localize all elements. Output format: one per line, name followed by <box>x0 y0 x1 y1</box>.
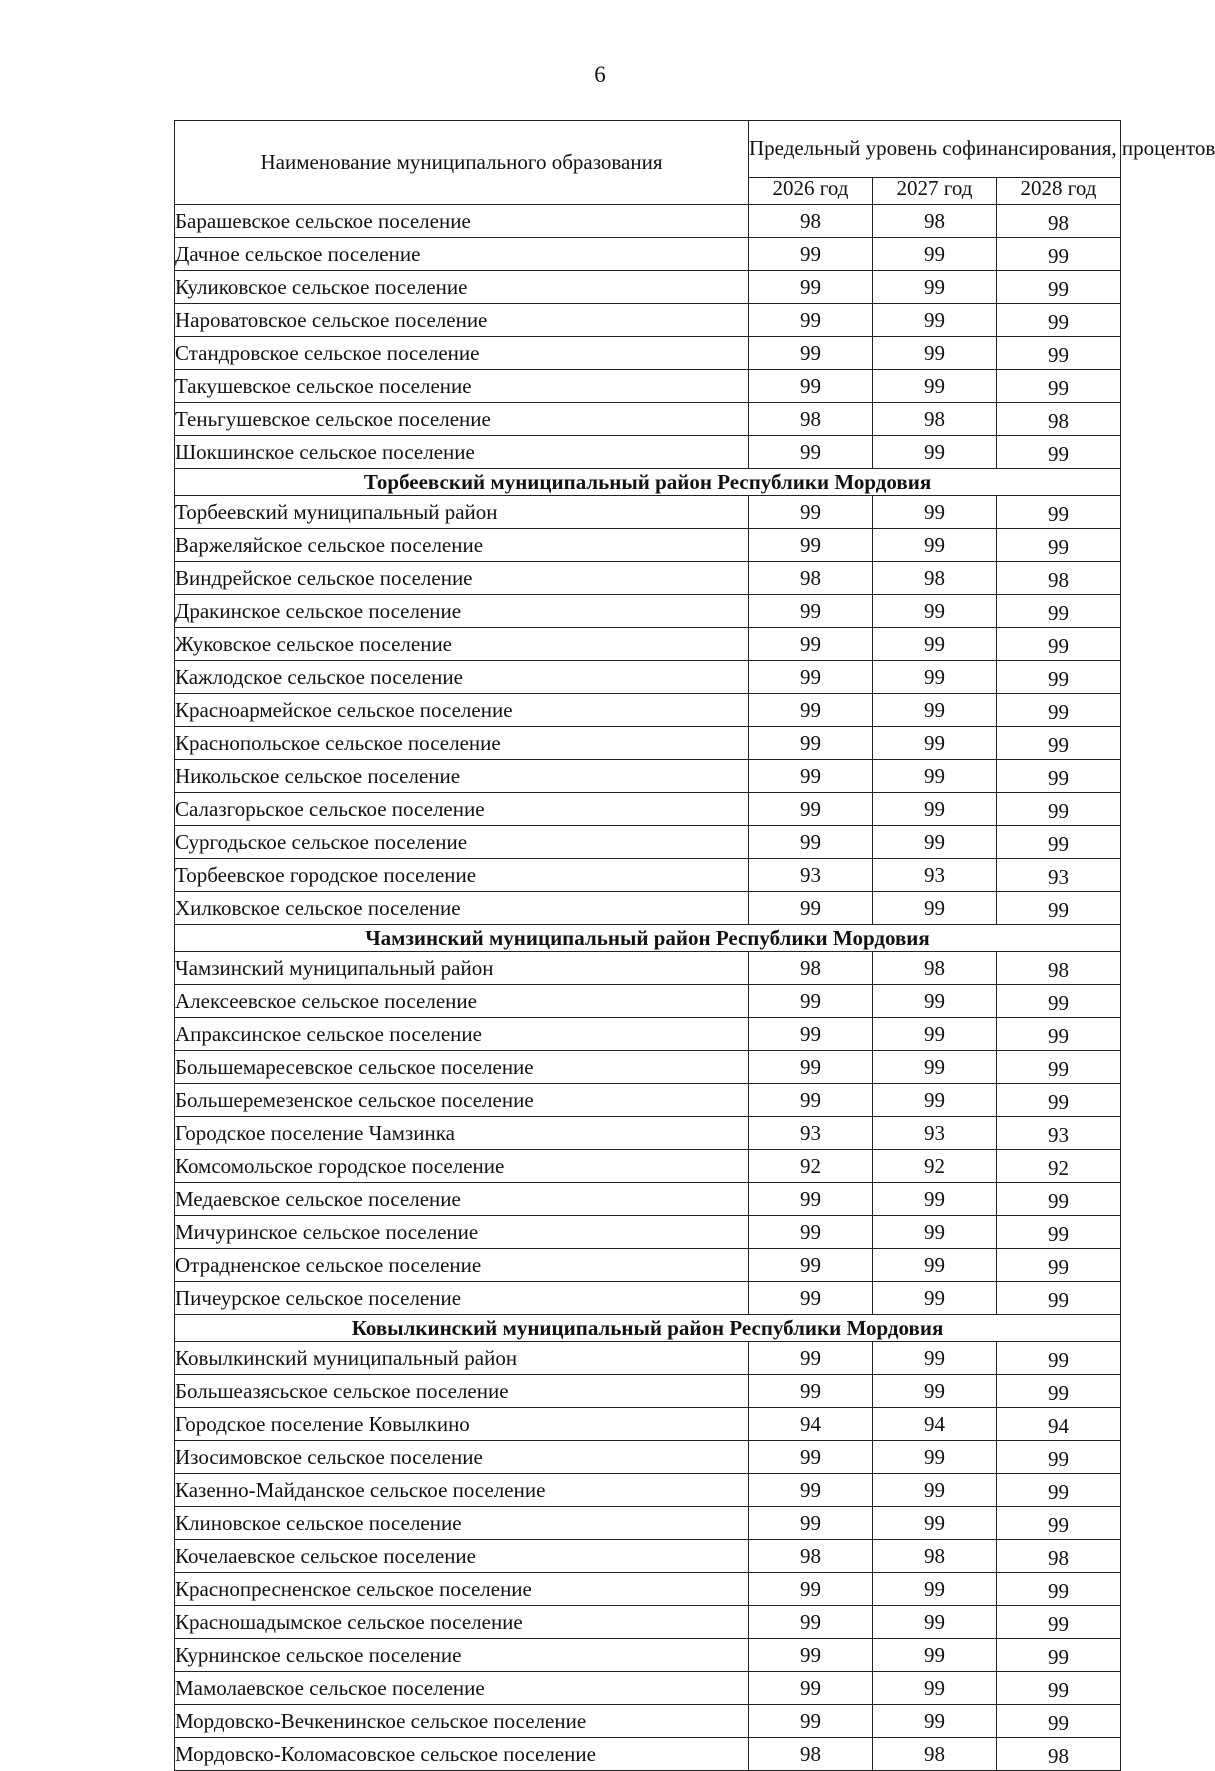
value-2026: 99 <box>749 892 873 925</box>
municipality-name: Большемаресевское сельское поселение <box>175 1051 749 1084</box>
value-2026: 99 <box>749 760 873 793</box>
value-2027: 99 <box>873 1282 997 1315</box>
value-2027: 99 <box>873 727 997 760</box>
value-2027: 99 <box>873 760 997 793</box>
table-row <box>175 826 1121 859</box>
value-2026: 94 <box>749 1408 873 1441</box>
value-2026: 98 <box>749 403 873 436</box>
value-2027: 98 <box>873 952 997 985</box>
municipality-name: Мамолаевское сельское поселение <box>175 1672 749 1705</box>
table-row <box>175 562 1121 595</box>
header-level-column: Предельный уровень софинансирования, процентов <box>749 121 1121 178</box>
municipality-name: Такушевское сельское поселение <box>175 370 749 403</box>
table-row <box>175 1150 1121 1183</box>
value-2028: 99 <box>997 727 1121 760</box>
value-2027: 99 <box>873 1441 997 1474</box>
value-2026: 99 <box>749 1705 873 1738</box>
value-2027: 99 <box>873 1606 997 1639</box>
table-row <box>175 1606 1121 1639</box>
value-2027: 99 <box>873 1639 997 1672</box>
municipality-name: Куликовское сельское поселение <box>175 271 749 304</box>
municipality-name: Стандровское сельское поселение <box>175 337 749 370</box>
value-2026: 99 <box>749 271 873 304</box>
value-2028: 94 <box>997 1408 1121 1441</box>
value-2028: 99 <box>997 370 1121 403</box>
value-2027: 99 <box>873 1084 997 1117</box>
municipality-name: Большеремезенское сельское поселение <box>175 1084 749 1117</box>
value-2027: 99 <box>873 694 997 727</box>
value-2027: 99 <box>873 1507 997 1540</box>
municipality-name: Чамзинский муниципальный район <box>175 952 749 985</box>
value-2027: 99 <box>873 1342 997 1375</box>
table-row <box>175 694 1121 727</box>
value-2026: 99 <box>749 1474 873 1507</box>
table-row <box>175 859 1121 892</box>
value-2028: 99 <box>997 826 1121 859</box>
table-row <box>175 370 1121 403</box>
value-2028: 99 <box>997 1051 1121 1084</box>
value-2027: 99 <box>873 304 997 337</box>
value-2027: 93 <box>873 859 997 892</box>
value-2027: 99 <box>873 1018 997 1051</box>
table-row <box>175 1084 1121 1117</box>
value-2027: 99 <box>873 1573 997 1606</box>
table-row <box>175 1573 1121 1606</box>
table-row <box>175 1249 1121 1282</box>
value-2027: 99 <box>873 826 997 859</box>
table-row <box>175 1408 1121 1441</box>
value-2026: 99 <box>749 1051 873 1084</box>
value-2028: 99 <box>997 271 1121 304</box>
value-2026: 99 <box>749 1084 873 1117</box>
table-row <box>175 727 1121 760</box>
municipality-name: Отрадненское сельское поселение <box>175 1249 749 1282</box>
table-row <box>175 1639 1121 1672</box>
value-2028: 99 <box>997 892 1121 925</box>
table-row <box>175 1738 1121 1771</box>
header-year-2026: 2026 год <box>749 178 873 205</box>
value-2026: 99 <box>749 1606 873 1639</box>
municipality-name: Медаевское сельское поселение <box>175 1183 749 1216</box>
value-2028: 99 <box>997 628 1121 661</box>
value-2028: 99 <box>997 436 1121 469</box>
value-2028: 98 <box>997 1738 1121 1771</box>
section-heading: Торбеевский муниципальный район Республики Мордовия <box>175 469 1121 496</box>
value-2026: 99 <box>749 694 873 727</box>
municipality-name: Курнинское сельское поселение <box>175 1639 749 1672</box>
value-2026: 99 <box>749 238 873 271</box>
table-row <box>175 793 1121 826</box>
value-2028: 99 <box>997 1342 1121 1375</box>
value-2028: 99 <box>997 337 1121 370</box>
value-2028: 99 <box>997 304 1121 337</box>
value-2027: 99 <box>873 337 997 370</box>
municipality-name: Ковылкинский муниципальный район <box>175 1342 749 1375</box>
municipality-name: Мичуринское сельское поселение <box>175 1216 749 1249</box>
municipality-name: Городское поселение Чамзинка <box>175 1117 749 1150</box>
value-2026: 99 <box>749 793 873 826</box>
municipality-name: Никольское сельское поселение <box>175 760 749 793</box>
municipality-name: Жуковское сельское поселение <box>175 628 749 661</box>
municipality-name: Дракинское сельское поселение <box>175 595 749 628</box>
header-year-2027: 2027 год <box>873 178 997 205</box>
table-row <box>175 304 1121 337</box>
municipality-name: Краснопресненское сельское поселение <box>175 1573 749 1606</box>
municipality-name: Виндрейское сельское поселение <box>175 562 749 595</box>
value-2028: 98 <box>997 1540 1121 1573</box>
value-2026: 99 <box>749 661 873 694</box>
value-2027: 98 <box>873 403 997 436</box>
value-2026: 98 <box>749 1738 873 1771</box>
value-2027: 99 <box>873 1672 997 1705</box>
value-2027: 92 <box>873 1150 997 1183</box>
table-row <box>175 529 1121 562</box>
value-2028: 98 <box>997 562 1121 595</box>
value-2026: 99 <box>749 1672 873 1705</box>
value-2028: 99 <box>997 1441 1121 1474</box>
value-2027: 99 <box>873 1375 997 1408</box>
municipality-name: Апраксинское сельское поселение <box>175 1018 749 1051</box>
value-2026: 93 <box>749 1117 873 1150</box>
value-2026: 99 <box>749 1375 873 1408</box>
value-2027: 99 <box>873 436 997 469</box>
table-row <box>175 1672 1121 1705</box>
municipality-name: Мордовско-Вечкенинское сельское поселение <box>175 1705 749 1738</box>
table-row <box>175 1051 1121 1084</box>
section-heading-row <box>175 469 1121 496</box>
value-2028: 99 <box>997 694 1121 727</box>
municipality-name: Салазгорьское сельское поселение <box>175 793 749 826</box>
table-row <box>175 1342 1121 1375</box>
value-2026: 99 <box>749 1183 873 1216</box>
value-2026: 99 <box>749 1342 873 1375</box>
value-2028: 99 <box>997 496 1121 529</box>
table-header <box>175 121 1215 205</box>
value-2028: 99 <box>997 1018 1121 1051</box>
value-2026: 98 <box>749 952 873 985</box>
value-2027: 94 <box>873 1408 997 1441</box>
value-2028: 99 <box>997 793 1121 826</box>
table-row <box>175 1018 1121 1051</box>
table-row <box>175 661 1121 694</box>
municipality-name: Хилковское сельское поселение <box>175 892 749 925</box>
section-heading-row <box>175 925 1121 952</box>
table-row <box>175 205 1121 238</box>
value-2026: 99 <box>749 595 873 628</box>
value-2027: 99 <box>873 1705 997 1738</box>
table-row <box>175 985 1121 1018</box>
value-2026: 98 <box>749 1540 873 1573</box>
value-2026: 98 <box>749 205 873 238</box>
value-2026: 99 <box>749 436 873 469</box>
municipality-name: Дачное сельское поселение <box>175 238 749 271</box>
table-row <box>175 1282 1121 1315</box>
table-row <box>175 238 1121 271</box>
value-2026: 99 <box>749 1573 873 1606</box>
table-row <box>175 337 1121 370</box>
value-2028: 99 <box>997 238 1121 271</box>
value-2027: 98 <box>873 1540 997 1573</box>
table-row <box>175 1705 1121 1738</box>
municipality-name: Красношадымское сельское поселение <box>175 1606 749 1639</box>
municipality-name: Пичеурское сельское поселение <box>175 1282 749 1315</box>
value-2028: 99 <box>997 1183 1121 1216</box>
municipality-name: Барашевское сельское поселение <box>175 205 749 238</box>
value-2028: 99 <box>997 1507 1121 1540</box>
value-2028: 98 <box>997 952 1121 985</box>
table-row <box>175 1117 1121 1150</box>
value-2027: 99 <box>873 1474 997 1507</box>
municipality-name: Краснопольское сельское поселение <box>175 727 749 760</box>
value-2028: 99 <box>997 1639 1121 1672</box>
table-row <box>175 1474 1121 1507</box>
value-2026: 99 <box>749 1018 873 1051</box>
municipality-name: Казенно-Майданское сельское поселение <box>175 1474 749 1507</box>
value-2027: 99 <box>873 370 997 403</box>
municipality-name: Городское поселение Ковылкино <box>175 1408 749 1441</box>
table-row <box>175 892 1121 925</box>
table-row <box>175 952 1121 985</box>
table-row <box>175 1507 1121 1540</box>
table-row <box>175 760 1121 793</box>
value-2028: 99 <box>997 1249 1121 1282</box>
value-2026: 99 <box>749 628 873 661</box>
value-2026: 99 <box>749 826 873 859</box>
table-row <box>175 271 1121 304</box>
table-row <box>175 1183 1121 1216</box>
value-2026: 99 <box>749 1639 873 1672</box>
value-2027: 99 <box>873 529 997 562</box>
value-2028: 99 <box>997 1216 1121 1249</box>
municipality-name: Варжеляйское сельское поселение <box>175 529 749 562</box>
value-2028: 99 <box>997 1375 1121 1408</box>
value-2028: 92 <box>997 1150 1121 1183</box>
value-2027: 99 <box>873 1051 997 1084</box>
table-body <box>175 205 1121 1771</box>
table-row <box>175 1540 1121 1573</box>
municipality-name: Кочелаевское сельское поселение <box>175 1540 749 1573</box>
value-2026: 99 <box>749 727 873 760</box>
table-row <box>175 403 1121 436</box>
header-name-column: Наименование муниципального образования <box>175 121 749 205</box>
municipality-name: Красноармейское сельское поселение <box>175 694 749 727</box>
value-2027: 99 <box>873 1249 997 1282</box>
value-2027: 99 <box>873 628 997 661</box>
value-2027: 99 <box>873 793 997 826</box>
value-2028: 99 <box>997 1606 1121 1639</box>
value-2027: 99 <box>873 238 997 271</box>
value-2028: 98 <box>997 403 1121 436</box>
value-2027: 99 <box>873 1183 997 1216</box>
municipality-name: Торбеевский муниципальный район <box>175 496 749 529</box>
value-2026: 99 <box>749 1507 873 1540</box>
table-row <box>175 1216 1121 1249</box>
value-2026: 92 <box>749 1150 873 1183</box>
table-row <box>175 628 1121 661</box>
municipality-name: Мордовско-Коломасовское сельское поселение <box>175 1738 749 1771</box>
value-2028: 99 <box>997 1672 1121 1705</box>
value-2026: 98 <box>749 562 873 595</box>
table-row <box>175 1441 1121 1474</box>
value-2027: 99 <box>873 1216 997 1249</box>
value-2027: 99 <box>873 595 997 628</box>
value-2027: 99 <box>873 271 997 304</box>
municipality-name: Комсомольское городское поселение <box>175 1150 749 1183</box>
value-2027: 99 <box>873 985 997 1018</box>
value-2026: 99 <box>749 985 873 1018</box>
section-heading: Чамзинский муниципальный район Республики Мордовия <box>175 925 1121 952</box>
table-row <box>175 1375 1121 1408</box>
value-2028: 99 <box>997 595 1121 628</box>
value-2028: 99 <box>997 760 1121 793</box>
value-2028: 99 <box>997 1282 1121 1315</box>
municipality-name: Алексеевское сельское поселение <box>175 985 749 1018</box>
section-heading: Ковылкинский муниципальный район Республики Мордовия <box>175 1315 1121 1342</box>
value-2028: 99 <box>997 1573 1121 1606</box>
value-2028: 99 <box>997 661 1121 694</box>
value-2026: 99 <box>749 1282 873 1315</box>
value-2028: 99 <box>997 529 1121 562</box>
value-2026: 99 <box>749 1441 873 1474</box>
value-2027: 99 <box>873 496 997 529</box>
value-2027: 99 <box>873 661 997 694</box>
municipality-name: Шокшинское сельское поселение <box>175 436 749 469</box>
value-2027: 93 <box>873 1117 997 1150</box>
value-2026: 99 <box>749 529 873 562</box>
section-heading-row <box>175 1315 1121 1342</box>
municipality-name: Теньгушевское сельское поселение <box>175 403 749 436</box>
cofinancing-table <box>174 120 1215 1771</box>
value-2028: 98 <box>997 205 1121 238</box>
value-2028: 99 <box>997 985 1121 1018</box>
municipality-name: Сургодьское сельское поселение <box>175 826 749 859</box>
value-2026: 99 <box>749 337 873 370</box>
value-2026: 93 <box>749 859 873 892</box>
municipality-name: Торбеевское городское поселение <box>175 859 749 892</box>
value-2028: 99 <box>997 1084 1121 1117</box>
value-2028: 93 <box>997 859 1121 892</box>
municipality-name: Большеазясьское сельское поселение <box>175 1375 749 1408</box>
value-2026: 99 <box>749 1216 873 1249</box>
value-2026: 99 <box>749 496 873 529</box>
value-2027: 98 <box>873 1738 997 1771</box>
value-2028: 93 <box>997 1117 1121 1150</box>
value-2028: 99 <box>997 1705 1121 1738</box>
municipality-name: Клиновское сельское поселение <box>175 1507 749 1540</box>
value-2026: 99 <box>749 304 873 337</box>
header-year-2028: 2028 год <box>997 178 1121 205</box>
value-2028: 99 <box>997 1474 1121 1507</box>
municipality-name: Кажлодское сельское поселение <box>175 661 749 694</box>
value-2026: 99 <box>749 370 873 403</box>
table-row <box>175 436 1121 469</box>
value-2027: 98 <box>873 205 997 238</box>
municipality-name: Нароватовское сельское поселение <box>175 304 749 337</box>
value-2026: 99 <box>749 1249 873 1282</box>
value-2027: 98 <box>873 562 997 595</box>
table-row <box>175 496 1121 529</box>
municipality-name: Изосимовское сельское поселение <box>175 1441 749 1474</box>
value-2027: 99 <box>873 892 997 925</box>
page-number: 6 <box>594 62 606 87</box>
table-row <box>175 595 1121 628</box>
